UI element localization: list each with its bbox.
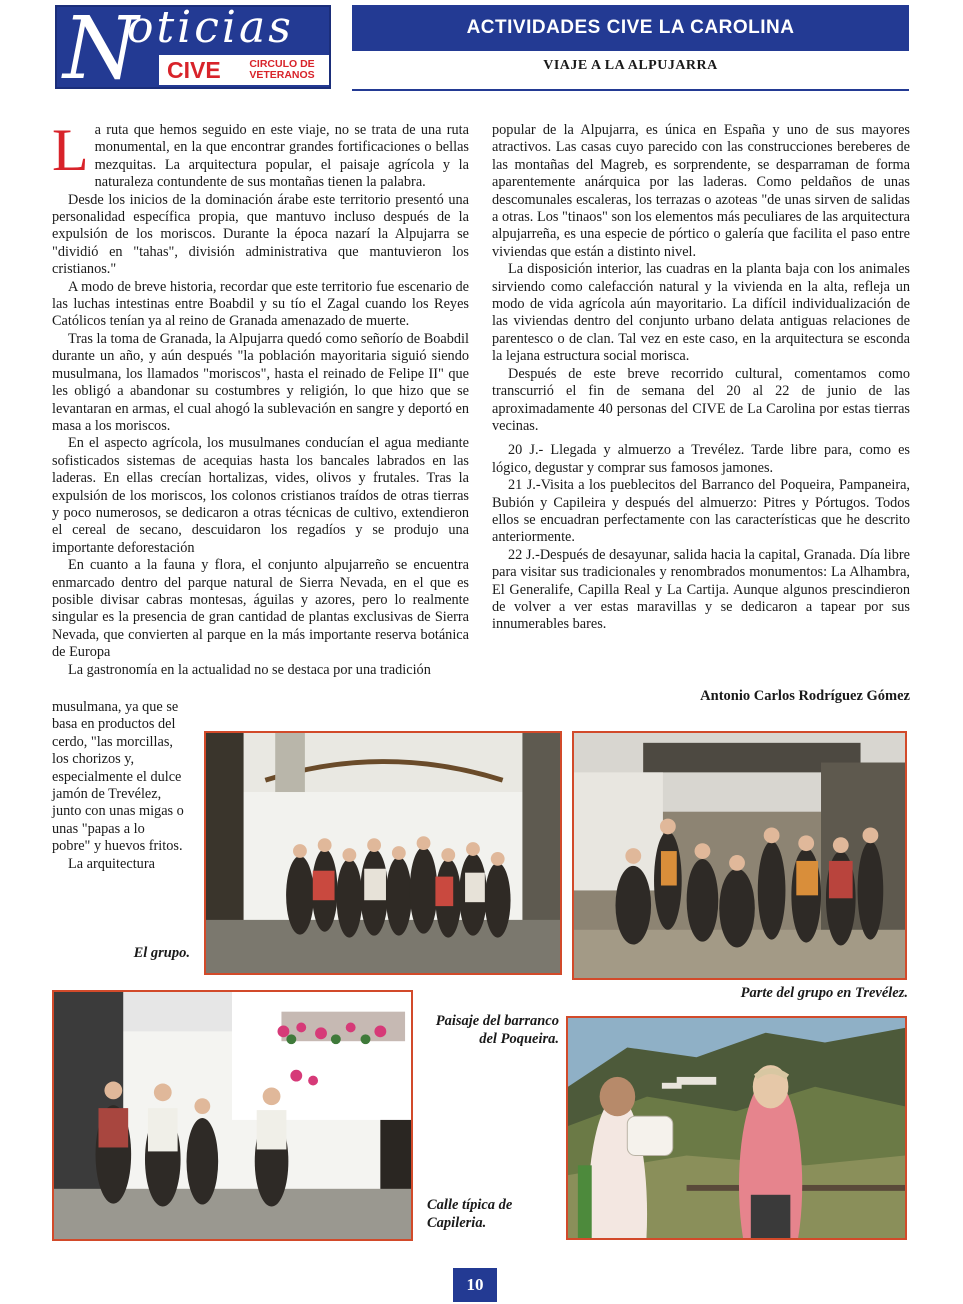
logo-title: oticias xyxy=(127,5,294,53)
paragraph: La gastronomía en la actualidad no se destaca por una tradición xyxy=(68,661,431,678)
author-signature: Antonio Carlos Rodríguez Gómez xyxy=(700,688,910,704)
caption-poqueira xyxy=(425,1012,559,1048)
capileira-photo xyxy=(52,990,413,1241)
group-photo xyxy=(204,731,562,975)
paragraph: a ruta que hemos seguido en este viaje, no se trata de una ruta monumental, en la que encontrar grandes fortificaciones o bellas mezquitas. La arquitectura popular, el paisaje agrícola y la naturaleza contundente de sus montañas tienen la palabra. xyxy=(94,122,469,191)
logo-brand: CIVE xyxy=(167,57,221,83)
paragraph: 21 J.-Visita a los pueblecitos del Barranco del Poqueira, Pampaneira, Bubión y Capileira y después del almuerzo: Pitres y Pórtugos. Todos ellos se encuadran perfectamente con las características que he descrito anteriormente. xyxy=(492,477,910,546)
page-number: 10 xyxy=(453,1268,497,1302)
paragraph: La arquitectura xyxy=(68,855,155,872)
logo-initial: N xyxy=(63,5,139,89)
paragraph: La disposición interior, las cuadras en la planta baja con los animales sirviendo como calefacción natural y la vivienda en la alta, refleja un modo de vida agrícola aún mayoritario. La difícil individualización de las viviendas dentro del conjunto urbano delata antiguas relaciones de parentesco o de clan. Tal vez en este caso, en la arquitectura se esconda la lejana estructura social morisca. xyxy=(492,261,910,365)
paragraph: En cuanto a la fauna y flora, el conjunto alpujarreño se encuentra enmarcado dentro del parque natural de Sierra Nevada, en el que es posible divisar cabras montesas, águilas y azores, pero lo realmente singular es la presencia de gran cantidad de plantas exclusivas de Sierra Nevada, que convierten al parque en la más importante reserva botánica de Europa xyxy=(52,557,469,661)
header-rule xyxy=(352,89,909,91)
section-title: ACTIVIDADES CIVE LA CAROLINA xyxy=(352,5,909,51)
logo-brand-sub-2: VETERANOS xyxy=(249,69,315,81)
drop-cap: L xyxy=(52,117,89,183)
magazine-logo xyxy=(55,5,331,89)
poqueira-landscape-photo xyxy=(566,1016,907,1240)
logo-brand-sub-1: CIRCULO DE xyxy=(249,58,315,70)
logo-brand-subtitle xyxy=(237,59,327,81)
article-column-2 xyxy=(492,122,910,634)
paragraph: Desde los inicios de la dominación árabe este territorio presentó una personalidad específica propia, que mantuvo incluso después de la expulsión de los moriscos. Durante la época nazarí la Alpujarra se "dividió en "tahas", división administrativa que mantuvieron los cristianos." xyxy=(52,191,469,278)
caption-group: El grupo. xyxy=(133,945,190,961)
article-column-1-tail xyxy=(52,699,186,873)
paragraph: 20 J.- Llegada y almuerzo a Trevélez. Tarde libre para, como es lógico, degustar y comprar sus famosos jamones. xyxy=(492,442,910,476)
paragraph: Tras la toma de Granada, la Alpujarra quedó como señorío de Boabdil durante un año, y aún después "la población mayoritaria siguió siendo musulmana, los llamados "moriscos", hasta el reinado de Felipe II" que les obligó a abandonar su costumbres y religión, lo que hizo que se levantaran en armas, el cual ahogó la sublevación en sangre y deportó en masa a los moriscos. xyxy=(52,330,469,434)
caption-capileira xyxy=(427,1196,537,1232)
paragraph: En el aspecto agrícola, los musulmanes conducían el agua mediante sofisticados sistemas de acequias hasta los bancales labrados en las laderas. En ellas crecían hortalizas, vides, olivos y frutales. Tras la expulsión de los moriscos, los colonos cristianos traídos de otras tierras y poco numerosos, se dedicaron a otras técnicas de cultivo, extendieron el cereal de secano, descuidaron los regadíos y se produjo una importante deforestación xyxy=(52,435,469,556)
trevelez-photo xyxy=(572,731,907,980)
caption-poqueira-text: Paisaje del barranco del Poqueira. xyxy=(435,1013,559,1047)
article-column-1 xyxy=(52,117,469,679)
paragraph: A modo de breve historia, recordar que este territorio fue escenario de las luchas intestinas entre Boabdil y su tío el Zagal cuando los Reyes Católicos tenían ya al reino de Granada amenazado de muerte. xyxy=(52,278,469,330)
paragraph: musulmana, ya que se basa en productos del cerdo, "las morcillas, los chorizos y, especialmente el dulce jamón de Trevélez, junto con unas migas o unas "papas a lo pobre" y huevos fritos. xyxy=(52,699,184,855)
caption-capileira-text: Calle típica de Capileria. xyxy=(427,1197,513,1231)
paragraph: popular de la Alpujarra, es única en España y uno de sus mayores atractivos. Las casas cuyo parecido con las construcciones bereberes de las montañas del Magreb, es sorprendente, se desparraman de forma aparentemente anárquica por las laderas. Como peldaños de unas descomunales escaleras, los terrazas o azoteas "de unas sirven de salidas a otras. Los "tinaos" son los elementos más peculiares de las arquitectura alpujarreña, es una especie de pórtico o galería que facilita el paso entre viviendas que están a distinto nivel. xyxy=(492,122,910,260)
article-title: VIAJE A LA ALPUJARRA xyxy=(543,58,718,73)
paragraph: 22 J.-Después de desayunar, salida hacia la capital, Granada. Día libre para visitar sus tradicionales y renombrados monumentos: La Alhambra, El Generalife, Capilla Real y La Cartija. Aunque algunos prescindieron de volver a ver estas maravillas y se dedicaron a tapear por sus innumerables bares. xyxy=(492,546,910,633)
paragraph: Después de este breve recorrido cultural, comentamos como transcurrió el fin de semana del 20 al 22 de junio de las aproximadamente 40 personas del CIVE de La Carolina por estas tierras vecinas. xyxy=(492,365,910,434)
caption-trevelez: Parte del grupo en Trevélez. xyxy=(740,985,908,1001)
